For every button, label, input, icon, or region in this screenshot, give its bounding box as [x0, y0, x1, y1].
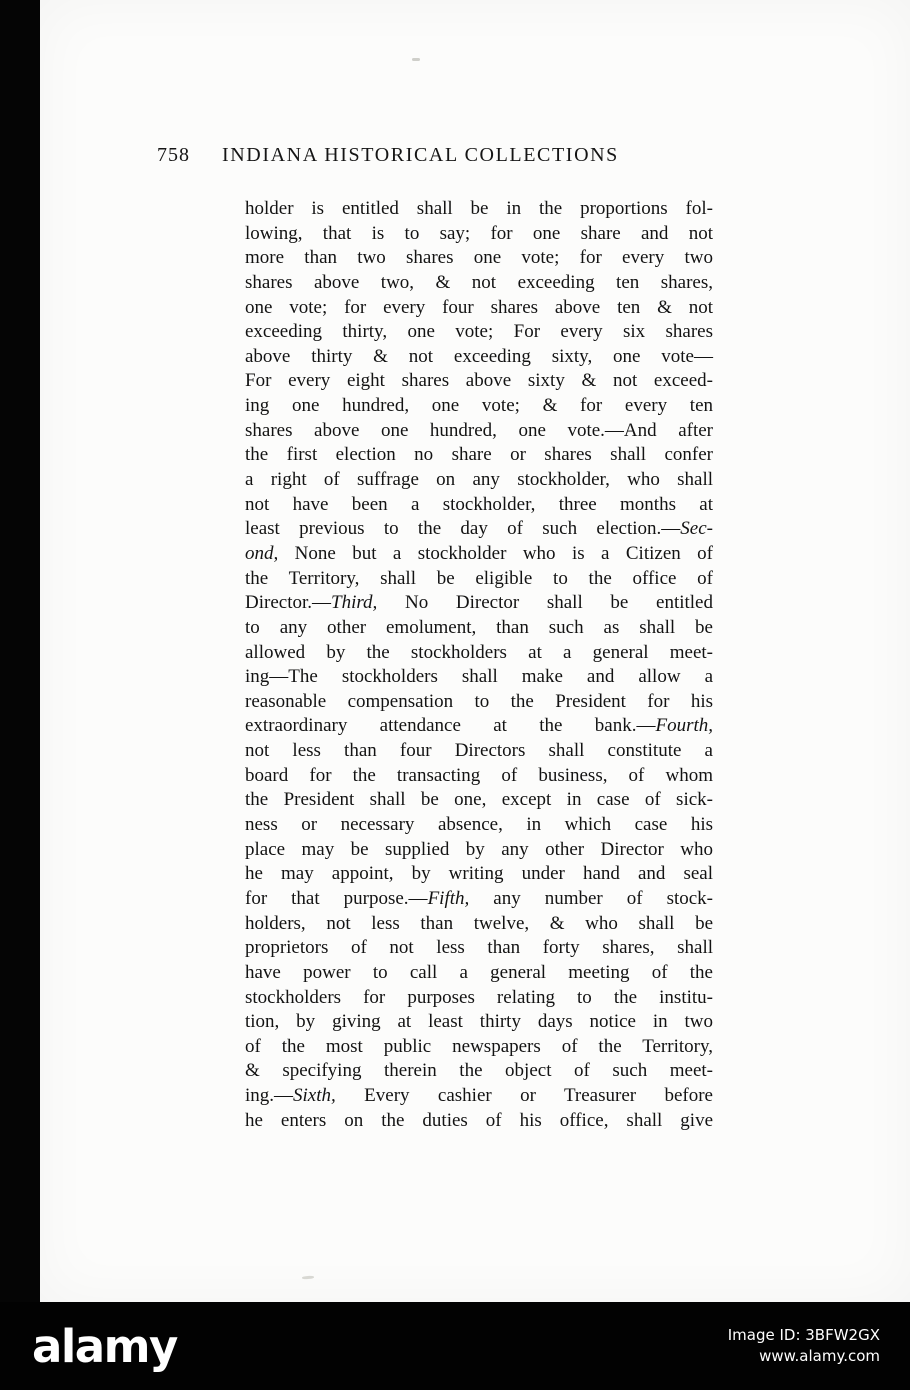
body-text [245, 197, 713, 1133]
text-line: Director.—Third, No Director shall be entitled [245, 592, 713, 614]
text-line: extraordinary attendance at the bank.—Fourth, [245, 715, 713, 737]
text-line: one vote; for every four shares above ten & not [245, 296, 713, 318]
watermark-url: www.alamy.com [759, 1347, 880, 1365]
text-line: reasonable compensation to the President for his [245, 690, 713, 712]
text-line: lowing, that is to say; for one share and not [245, 222, 713, 244]
watermark-meta [728, 1325, 880, 1367]
text-line: he enters on the duties of his office, shall give [245, 1109, 713, 1131]
page-header [157, 144, 619, 167]
text-line: holder is entitled shall be in the proportions fol- [245, 198, 713, 219]
text-line: ond, None but a stockholder who is a Citizen of [245, 542, 713, 564]
scan-artifact [412, 58, 420, 61]
text-line: For every eight shares above sixty & not exceed- [245, 370, 713, 392]
text-line: a right of suffrage on any stockholder, who shall [245, 469, 713, 491]
text-line: least previous to the day of such election.—Sec- [245, 518, 713, 540]
scan-artifact [302, 1276, 314, 1280]
text-line: have power to call a general meeting of the [245, 961, 713, 983]
text-line: not have been a stockholder, three months at [245, 493, 713, 515]
text-line: board for the transacting of business, of whom [245, 764, 713, 786]
text-line: holders, not less than twelve, & who shall be [245, 912, 713, 934]
image-id: Image ID: 3BFW2GX [727, 1326, 880, 1344]
left-black-strip [0, 0, 40, 1390]
text-line: ness or necessary absence, in which case his [245, 814, 713, 836]
text-line: exceeding thirty, one vote; For every six shares [245, 321, 713, 343]
text-line: stockholders for purposes relating to the institu- [245, 986, 713, 1008]
text-line: ing—The stockholders shall make and allow a [245, 666, 713, 688]
page-title: INDIANA HISTORICAL COLLECTIONS [222, 144, 619, 166]
watermark-bar [0, 1302, 910, 1390]
text-line: the Territory, shall be eligible to the office of [245, 567, 713, 589]
text-line: shares above one hundred, one vote.—And after [245, 419, 713, 441]
text-line: shares above two, & not exceeding ten shares, [245, 271, 713, 293]
text-line: the President shall be one, except in case of sick- [245, 789, 713, 811]
text-line: more than two shares one vote; for every two [245, 247, 713, 269]
text-line: & specifying therein the object of such meet- [245, 1060, 713, 1082]
text-line: of the most public newspapers of the Territory, [245, 1035, 713, 1057]
text-line: he may appoint, by writing under hand and seal [245, 863, 713, 885]
text-line: above thirty & not exceeding sixty, one vote— [245, 345, 713, 367]
text-line: allowed by the stockholders at a general meet- [245, 641, 713, 663]
text-line: to any other emolument, than such as shall be [245, 616, 713, 638]
book-page [40, 0, 910, 1302]
text-line: the first election no share or shares shall confer [245, 444, 713, 466]
page-number: 758 [157, 144, 190, 166]
text-line: place may be supplied by any other Director who [245, 838, 713, 860]
text-line: ing one hundred, one vote; & for every ten [245, 395, 713, 417]
text-line: ing.—Sixth, Every cashier or Treasurer before [245, 1085, 713, 1107]
text-line: proprietors of not less than forty shares, shall [245, 937, 713, 959]
text-line: tion, by giving at least thirty days notice in two [245, 1011, 713, 1033]
text-line: for that purpose.—Fifth, any number of stock- [245, 887, 713, 909]
text-line: not less than four Directors shall constitute a [245, 740, 713, 762]
alamy-logo: alamy [32, 1319, 177, 1373]
